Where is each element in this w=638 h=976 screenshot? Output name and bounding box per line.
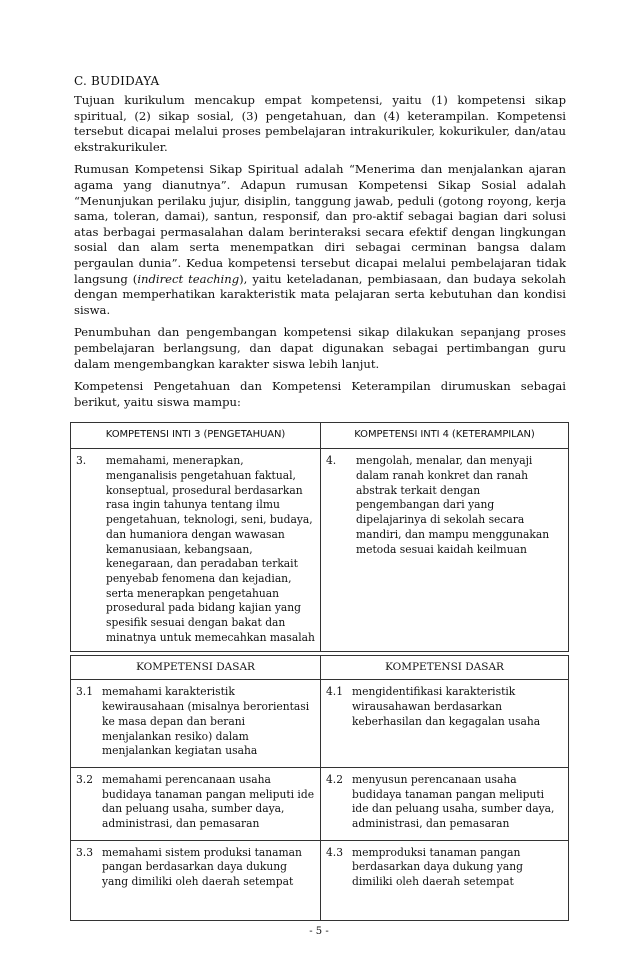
kd-text: memahami karakteristik kewirausahaan (misalnya berorientasi ke masa depan dan berani menjalankan resiko) dalam menjalankan kegiatan usaha <box>102 685 310 758</box>
kompetensi-inti-row <box>71 449 569 652</box>
ki3-text: memahami, menerapkan, menganalisis pengetahuan faktual, konseptual, prosedural berdasarkan rasa ingin tahunya tentang ilmu pengetahuan, teknologi, seni, budaya, dan humaniora dengan wawasan kemanusiaan, kebangsaan, kenegaraan, dan peradaban terkait penyebab fenomena dan kejadian, serta menerapkan pengetahuan prosedural pada bidang kajian yang spesifik sesuai dengan bakat dan minatnya untuk memecahkan masalah <box>106 454 315 644</box>
kd-left-cell <box>71 840 321 920</box>
kd-text: mengidentifikasi karakteristik wirausahawan berdasarkan keberhasilan dan kegagalan usaha <box>352 685 541 728</box>
kd-left-header: KOMPETENSI DASAR <box>71 656 321 680</box>
kd-number: 3.3 <box>76 845 93 859</box>
kompetensi-dasar-header-row <box>71 656 569 680</box>
paragraph-penumbuhan: Penumbuhan dan pengembangan kompetensi sikap dilakukan sepanjang proses pembelajaran berlangsung, dan dapat digunakan sebagai pertimbangan guru dalam mengembangkan karakter siswa lebih lanjut. <box>74 325 566 371</box>
kd-number: 4.1 <box>326 685 343 699</box>
kd-item <box>326 685 563 729</box>
kd-right-header: KOMPETENSI DASAR <box>321 656 569 680</box>
document-page <box>74 74 566 921</box>
kd-item <box>76 685 315 759</box>
paragraph-kurikulum: Tujuan kurikulum mencakup empat kompetensi, yaitu (1) kompetensi sikap spiritual, (2) sikap sosial, (3) pengetahuan, dan (4) keterampilan. Kompetensi tersebut dicapai melalui proses pembelajaran intrakurikuler, kokurikuler, dan/atau ekstrakurikuler. <box>74 93 566 154</box>
table-row <box>71 680 569 768</box>
ki4-item <box>326 454 563 557</box>
kd-left-cell <box>71 680 321 768</box>
ki3-item <box>76 454 315 645</box>
paragraph-kompetensi: Kompetensi Pengetahuan dan Kompetensi Keterampilan dirumuskan sebagai berikut, yaitu siswa mampu: <box>74 379 566 409</box>
paragraph-sikap-text-end: ), yaitu keteladanan, pembiasaan, dan budaya sekolah dengan memperhatikan karakteristik mata pelajaran serta kebutuhan dan kondisi siswa. <box>74 271 566 317</box>
paragraph-sikap-italic: indirect teaching <box>137 271 240 286</box>
kd-item <box>76 846 315 890</box>
kd-left-cell <box>71 767 321 840</box>
kd-item <box>326 846 563 890</box>
kd-right-cell <box>321 680 569 768</box>
section-heading: C. BUDIDAYA <box>74 74 160 88</box>
kd-item <box>76 773 315 832</box>
ki4-text: mengolah, menalar, dan menyaji dalam ranah konkret dan ranah abstrak terkait dengan pengembangan dari yang dipelajarinya di sekolah secara mandiri, dan mampu menggunakan metoda sesuai kaidah keilmuan <box>356 454 550 556</box>
kd-text: memahami sistem produksi tanaman pangan berdasarkan daya dukung yang dimiliki oleh daerah setempat <box>102 845 302 889</box>
ki4-header: KOMPETENSI INTI 4 (KETERAMPILAN) <box>321 423 569 449</box>
kd-right-cell <box>321 767 569 840</box>
paragraph-sikap-text: Rumusan Kompetensi Sikap Spiritual adalah “Menerima dan menjalankan ajaran agama yang dianutnya”. Adapun rumusan Kompetensi Sikap Sosial adalah “Menunjukan perilaku jujur, disiplin, tanggung jawab, peduli (gotong royong, kerja sama, toleran, damai), santun, responsif, dan pro-aktif sebagai bagian dari solusi atas berbagai permasalahan dalam berinteraksi secara efektif dengan lingkungan sosial dan alam serta menempatkan diri sebagai cerminan bangsa dalam pergaulan dunia”. Kedua kompetensi tersebut dicapai melalui pembelajaran tidak langsung ( <box>74 162 566 286</box>
paragraph-sikap <box>74 162 566 318</box>
kd-number: 3.1 <box>76 685 93 699</box>
kompetensi-inti-table <box>70 422 569 652</box>
page-number: - 5 - <box>309 926 329 937</box>
ki4-cell <box>321 449 569 652</box>
kompetensi-dasar-table <box>70 655 569 920</box>
kd-number: 4.2 <box>326 772 343 786</box>
kd-number: 3.2 <box>76 772 93 786</box>
kd-text: memproduksi tanaman pangan berdasarkan daya dukung yang dimiliki oleh daerah setempat <box>352 845 523 889</box>
kd-number: 4.3 <box>326 845 343 859</box>
table-row <box>71 840 569 920</box>
kompetensi-inti-header-row <box>71 423 569 449</box>
ki3-cell <box>71 449 321 652</box>
kd-text: menyusun perencanaan usaha budidaya tanaman pangan meliputi ide dan peluang usaha, sumber daya, administrasi, dan pemasaran <box>352 772 555 831</box>
ki4-number: 4. <box>326 454 337 468</box>
kd-text: memahami perencanaan usaha budidaya tanaman pangan meliputi ide dan peluang usaha, sumber daya, administrasi, dan pemasaran <box>102 772 315 831</box>
ki3-number: 3. <box>76 454 87 468</box>
ki3-header: KOMPETENSI INTI 3 (PENGETAHUAN) <box>71 423 321 449</box>
kd-item <box>326 773 563 832</box>
kd-right-cell <box>321 840 569 920</box>
table-row <box>71 767 569 840</box>
